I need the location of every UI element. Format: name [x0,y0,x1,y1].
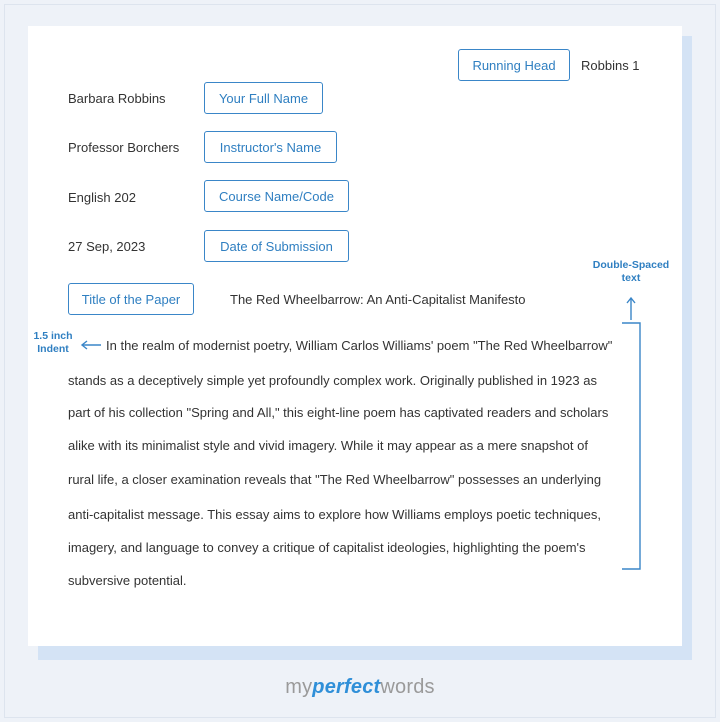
course-code: English 202 [68,190,136,205]
spacing-note-line2: text [621,272,641,284]
paper-title: The Red Wheelbarrow: An Anti-Capitalist Manifesto [230,292,526,307]
body-line-2: stands as a deceptively simple yet profoundly complex work. Originally published in 1923 as [68,373,597,388]
body-line-6: anti-capitalist message. This essay aims to explore how Williams employs poetic techniques, [68,507,601,522]
body-line-5: rural life, a closer examination reveals that "The Red Wheelbarrow" possesses an underlying [68,472,602,487]
author-name: Barbara Robbins [68,91,166,106]
left-arrow-icon [82,341,101,349]
spacing-note-line1: Double-Spaced [592,259,670,271]
instructor-tag: Instructor's Name [204,131,337,163]
indent-note-line1: 1.5 inch [33,330,73,342]
logo-part-my: my [285,676,313,698]
body-line-8: subversive potential. [68,573,187,588]
body-line-4: alike with its minimalist style and vivid imagery. While it may appear as a mere snapshot of [68,438,588,453]
indent-note-line2: Indent [37,343,69,355]
title-tag: Title of the Paper [68,283,194,315]
body-line-3: part of his collection "Spring and All," this eight-line poem has captivated readers and scholars [68,405,609,420]
running-head-tag: Running Head [458,49,570,81]
instructor-name: Professor Borchers [68,140,180,155]
running-head-value: Robbins 1 [581,58,640,73]
brand-logo [0,676,720,699]
submission-date: 27 Sep, 2023 [68,239,146,254]
logo-part-perfect: perfect [312,676,381,698]
date-tag: Date of Submission [204,230,349,262]
spacing-bracket-icon [622,298,640,569]
full-name-tag: Your Full Name [204,82,323,114]
body-line-1: In the realm of modernist poetry, William Carlos Williams' poem "The Red Wheelbarrow" [106,338,613,353]
logo-part-words: words [380,676,435,698]
body-line-7: imagery, and language to convey a critique of capitalist ideologies, highlighting the poem's [68,540,586,555]
course-tag: Course Name/Code [204,180,349,212]
